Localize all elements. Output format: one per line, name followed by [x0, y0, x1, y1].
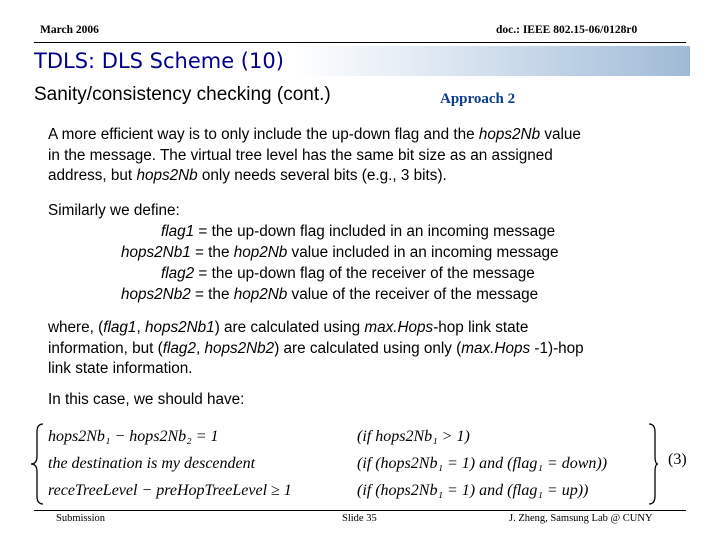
p3-line-3: link state information.	[48, 360, 193, 377]
def-term: flag2	[161, 265, 195, 282]
equation-row-3-left: receTreeLevel − preHopTreeLevel ≥ 1	[48, 482, 292, 499]
equation-row-1-left: hops2Nb₁ − hops2Nb₂ = 1	[48, 428, 219, 445]
p3-term: flag1	[103, 319, 137, 336]
p1-text: value	[540, 126, 581, 143]
equation-left-brace	[28, 422, 48, 506]
p1-text: A more efficient way is to only include the up-down flag and the	[48, 126, 479, 143]
footer-author: J. Zheng, Samsung Lab @ CUNY	[509, 513, 653, 524]
p3-text: ) are calculated using only (	[274, 339, 462, 357]
p3-term: flag2	[162, 339, 196, 357]
equation-row-3-condition: (if (hops2Nb₁ = 1) and (flag₁ = up))	[357, 482, 589, 499]
def-text: = the up-down flag included in an incoming message	[194, 223, 556, 240]
p3-term: max.Hops	[461, 339, 531, 357]
p3-text: ) are calculated using	[214, 319, 365, 336]
definition-hops2nb2	[121, 285, 538, 306]
footer-submission: Submission	[56, 513, 106, 524]
p4-text: In this case, we should have:	[48, 391, 245, 408]
equation-number: (3)	[668, 451, 687, 468]
p1-line-2: in the message. The virtual tree level has the same bit size as an assigned	[48, 146, 553, 164]
definition-flag2	[161, 264, 535, 285]
def-term: hops2Nb1	[121, 244, 191, 261]
def-text: = the	[190, 286, 234, 303]
def-text: value of the receiver of the message	[287, 286, 539, 303]
equation-row-2-left: the destination is my descendent	[48, 455, 256, 472]
definition-hops2nb1	[121, 243, 559, 264]
equation-left-column	[48, 423, 292, 504]
p1-term: hops2Nb	[136, 167, 198, 184]
p2-intro: Similarly we define:	[48, 202, 180, 219]
p3-text: information, but (	[48, 339, 163, 357]
p1-text: address, but	[48, 167, 137, 184]
def-text: = the up-down flag of the receiver of the message	[194, 265, 535, 282]
p3-term: max.Hops	[364, 319, 434, 336]
p3-text: where, (	[48, 319, 104, 336]
definition-flag1	[161, 222, 555, 243]
p3-line-1	[48, 318, 584, 339]
def-term: hops2Nb2	[121, 286, 191, 303]
p3-line-2	[48, 339, 584, 360]
def-term: hop2Nb	[233, 286, 288, 303]
equation-right-column	[357, 423, 607, 504]
equation-right-brace	[646, 422, 660, 506]
def-term: hop2Nb	[233, 244, 288, 261]
p3-text: -hop link state	[433, 319, 529, 336]
p3-term: hops2Nb2	[204, 339, 275, 357]
header-rule	[34, 42, 686, 43]
footer-slide-number: Slide 35	[342, 513, 377, 524]
equation-row-1-condition: (if hops2Nb₁ > 1)	[357, 428, 470, 445]
paragraph-1	[48, 125, 581, 187]
approach-label: Approach 2	[440, 91, 516, 107]
header-doc-id: doc.: IEEE 802.15-06/0128r0	[496, 24, 638, 36]
p3-text: ,	[136, 319, 145, 336]
slide-title: TDLS: DLS Scheme (10)	[34, 49, 284, 73]
paragraph-3	[48, 318, 584, 380]
p1-line-1	[48, 125, 581, 146]
p1-text: only needs several bits (e.g., 3 bits).	[197, 167, 447, 184]
p3-term: hops2Nb1	[144, 319, 215, 336]
equation-row-2-condition: (if (hops2Nb₁ = 1) and (flag₁ = down))	[357, 455, 608, 472]
slide-subtitle: Sanity/consistency checking (cont.)	[34, 84, 331, 105]
p1-term: hops2Nb	[478, 126, 541, 143]
def-text: value included in an incoming message	[287, 244, 559, 261]
def-text: = the	[190, 244, 234, 261]
def-term: flag1	[161, 223, 195, 240]
p3-text: -1)-hop	[530, 339, 584, 357]
p1-line-3	[48, 166, 581, 187]
p3-text: ,	[195, 339, 205, 357]
footer-rule	[34, 510, 686, 511]
header-date: March 2006	[40, 24, 99, 36]
